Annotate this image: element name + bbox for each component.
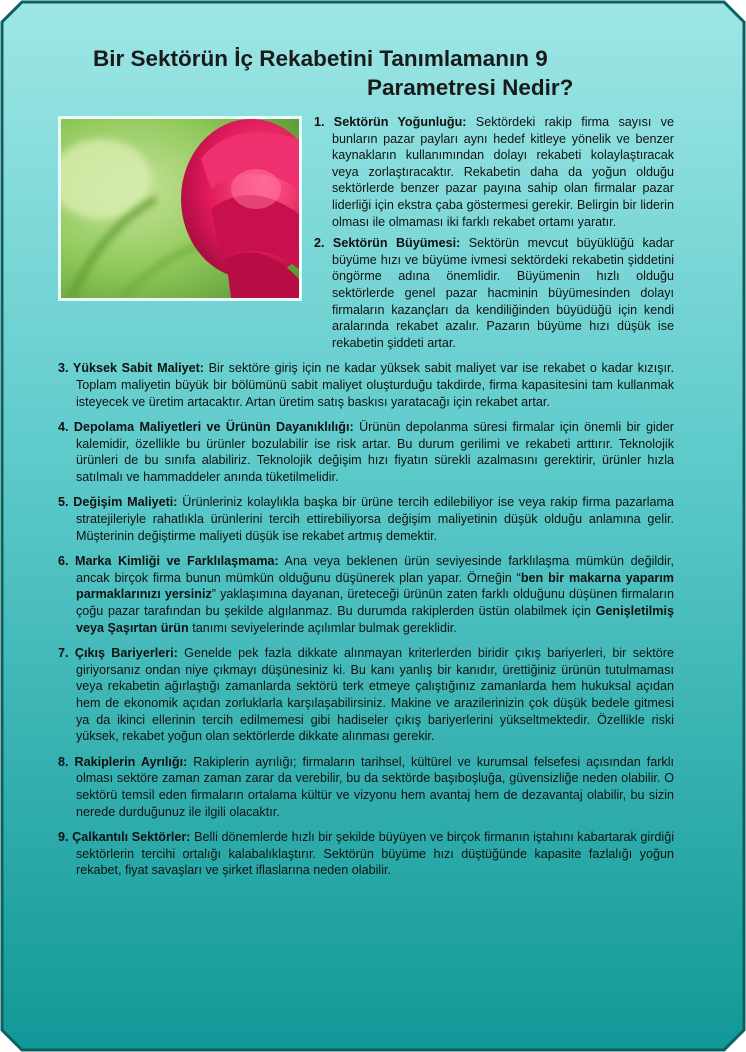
- item-heading: 8. Rakiplerin Ayrılığı:: [58, 754, 188, 769]
- item-text: Ürünün depolanma süresi firmalar için önemli bir gider kalemidir, özellikle bu ürünler bozulabilir ise risk artar. Bu durum gerilimi ve rekabeti arttırır. Teknolojik ürünleri de bu sınıfa alabiliriz. Teknolojik değişim hızı fiyatın sürekli azalmasını gerektirir, ürünler hızla satılmalı ve hammaddeler anında tüketilmelidir.: [76, 420, 675, 484]
- page-title: [60, 44, 690, 102]
- list-item: [58, 360, 674, 410]
- item-heading: 2. Sektörün Büyümesi:: [314, 236, 461, 251]
- list-item: [314, 235, 674, 351]
- item-text: Belli dönemlerde hızlı bir şekilde büyüyen ve birçok firmanın iştahını kabartarak girdiği sektörlerin tercihi ortalığı kalabalıklaştırır. Sektörün büyüme hızı düştüğünde kapasite fazlalığı yoğun rekabet, fiyat savaşları ve şirket iflaslarına neden olabilir.: [76, 830, 675, 878]
- item-emphasis: ben bir makarna yaparım parmaklarınızı yersiniz: [76, 570, 674, 602]
- item-text: Sektörün mevcut büyüklüğü kadar büyüme hızı ve büyüme ivmesi sektördeki rekabetin şiddetini öngörme adına önemlidir. Büyümenin hızlı olduğu sektörlerde genel pazar hacminin büyümesinden dolayı firmaların kazançları da kendiliğinden büyüdüğü için kendi aralarında rekabet azalır. Pazarın büyüme hızı düşük ise rekabetin şiddeti artar.: [332, 236, 674, 350]
- item-heading: 4. Depolama Maliyetleri ve Ürünün Dayanıklılığı:: [58, 420, 354, 435]
- item-text: ” yaklaşımına dayanan, üreteceği ürünün zaten farklı olduğunu düşünen firmaların çoğu pazar tarafından bu şekilde algılanmaz. Bu durumda rakiplerden üstün olabilmek için: [76, 587, 674, 619]
- item-text: Ürünleriniz kolaylıkla başka bir ürüne tercih edilebiliyor ise veya rakip firma pazarlama stratejileriyle rahatlıkla ürünlerini tercih ettirebiliyorsa değişim maliyetinin düşük olduğu anlamına gelir. Müşterinin değiştirme maliyeti düşük ise rekabet artmış demektir.: [76, 495, 674, 543]
- list-item: [58, 494, 674, 544]
- item-heading: 7. Çıkış Bariyerleri:: [58, 646, 178, 661]
- item-text: Sektördeki rakip firma sayısı ve bunların pazar payları aynı hedef kitleye yönelik ve benzer kaynakların kullanımından dolayı rekabeti kolaylaştıracak veya zorlaştıracaktır. Rekabetin daha da yoğun olduğu sektörlerde benzer pazar payına sahip olan firmalar pazar liderliği için ekstra çaba göstermesi gerekir. Belirgin bir liderin olması ile olmaması iki farklı rekabet ortamı yaratır.: [332, 115, 674, 229]
- article-body: [58, 114, 674, 879]
- item-heading: 5. Değişim Maliyeti:: [58, 495, 178, 510]
- item-heading: 6. Marka Kimliği ve Farklılaşmama:: [58, 554, 279, 569]
- item-heading: 3. Yüksek Sabit Maliyet:: [58, 361, 204, 376]
- list-item: [58, 754, 674, 820]
- title-line-1: Bir Sektörün İç Rekabetini Tanımlamanın 9: [93, 46, 548, 71]
- item-text: Ana veya beklenen ürün seviyesinde farklılaşma mümkün değildir, ancak birçok firma bunun mümkün olduğunu düşünerek plan yapar. Örneğin “: [76, 554, 674, 585]
- item-text: Bir sektöre giriş için ne kadar yüksek sabit maliyet var ise rekabet o kadar kızışır. Toplam maliyetin büyük bir bölümünü sabit maliyet oluşturduğu takdirde, firma kapasitesini tam kullanmak isteyecek ve üretim artacaktır. Artan üretim satış baskısı yaratacağı için rekabet artar.: [76, 361, 675, 409]
- list-item: [314, 114, 674, 230]
- item-emphasis: Genişletilmiş veya Şaşırtan ürün: [76, 604, 674, 635]
- item-text: Genelde pek fazla dikkate alınmayan kriterlerden biridir çıkış bariyerleri, bir sektöre giriyorsanız ondan niye çıkmayı düşünesiniz ki. Bu kanı yanlış bir kanıdır, ürettiğiniz ürünün tutulmaması veya rekabetin ağırlaştığı zamanlarda sektörü terk etmeye çalıştığınız zamanlarda hem hukuksal açıdan hem de ekonomik açıdan zorluklarla karşılaşabilirsiniz. Makine ve arazilerinizin çok düşük bedele gitmesi ya da ikinci ellerinin tercih edilmemesi gibi hadiseler çıkış bariyerlerini yükseltmektedir. Özellikle riski yüksek, rekabet yoğun olan sektörlerde dikkate alınması gerekir.: [76, 646, 674, 744]
- item-text: Rakiplerin ayrılığı; firmaların tarihsel, kültürel ve kurumsal felsefesi açısından farklı olması sektöre zaman zaman zarar da verebilir, bu da sektörde başıboşluğa, güvensizliğe neden olabilir. O sektörü temsil eden firmaların ortalama kültür ve vizyonu hem avantaj hem de dezavantaj olabilir, bu sizin nerede durduğunuz ile ilgili olacaktır.: [76, 754, 674, 819]
- list-item: [58, 829, 674, 879]
- list-item: [58, 645, 674, 745]
- list-item: [58, 553, 674, 636]
- list-item: [58, 419, 674, 485]
- item-heading: 9. Çalkantılı Sektörler:: [58, 830, 191, 845]
- item-heading: 1. Sektörün Yoğunluğu:: [314, 115, 467, 129]
- item-text: tanımı seviyelerinde açılımlar bulmak gereklidir.: [188, 620, 457, 635]
- title-line-2: Parametresi Nedir?: [367, 75, 574, 100]
